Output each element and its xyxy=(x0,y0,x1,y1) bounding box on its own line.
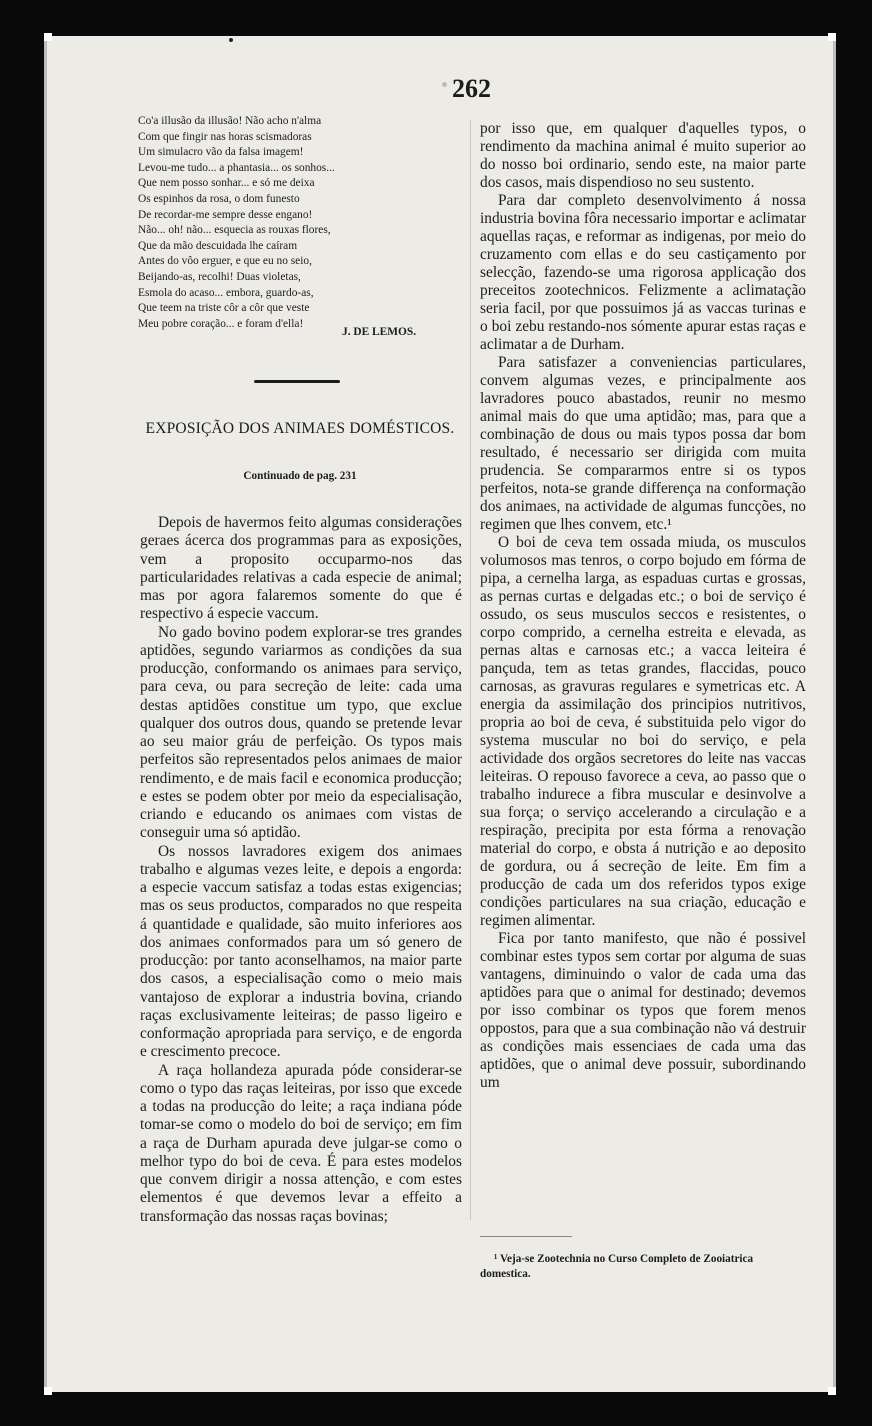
page-corner-mark xyxy=(44,1387,52,1395)
poem-line: Os espinhos da rosa, o dom funesto xyxy=(138,192,300,205)
poem-line: Um simulacro vão da falsa imagem! xyxy=(138,146,304,159)
poem-line: Beijando-as, recolhi! Duas violetas, xyxy=(138,270,301,283)
article-paragraph: Os nossos lavradores exigem dos animaes trabalho e algumas vezes leite, e depois a engorda: a especie vaccum satisfaz a todas estas exigencias; mas os seus productos, comparados no que respeita á quantidade e qualidade, são muito inferiores aos dos animaes conformados para um só genero de producção: por tanto aconselhamos, na maior parte dos casos, a especialisação como o meio mais vantajoso de explorar a industria bovina, criando raças exclusivamente leiteiras; de passo ligeiro e conformação apropriada para serviço, e de engorda e crescimento precoce. xyxy=(140,842,462,1061)
poem-line: Que teem na triste côr a côr que veste xyxy=(138,302,310,315)
poem xyxy=(138,114,434,332)
article-paragraph: Para satisfazer a conveniencias particulares, convem algumas vezes, e principalmente aos lavradores pouco abastados, reunir no mesmo animal mais do que uma aptidão; mas, para que a combinação de dous ou mais typos possa dar bom resultado, é necessario ser dirigida com muita prudencia. Se compararmos entre si os typos perfeitos, nota-se grande differença na conformação dos animaes, na actividade de algumas funcções, no regimen que lhes convem, etc.¹ xyxy=(480,354,806,533)
article-paragraph: O boi de ceva tem ossada miuda, os musculos volumosos mas tenros, o corpo bojudo em fórma de pipa, a cernelha larga, as espaduas curtas e grossas, as pernas curtas e delgadas etc.; o boi de serviço é ossudo, os seus musculos seccos e resistentes, o corpo comprido, a cernelha estreita e elevada, as pernas altas e carnosas etc.; a vacca leiteira é pançuda, tem as tetas grandes, flaccidas, pouco carnosas, as gravuras regulares e symetricas etc. A energia da assimilação dos principios nutritivos, propria ao boi de ceva, é substituida pelo vigor do systema muscular no boi do serviço, e pela actividade dos orgãos secretores do leite nas vaccas leiteiras. O repouso favorece a ceva, ao passo que o trabalho indurece a fibra muscular e desinvolve a sua força; o serviço accelerando a circulação e a respiração, precipita por esta fórma a renovação material do corpo, e obsta á nutrição e ao deposito de gordura, ou á secreção de leite. Em fim a producção de cada um dos referidos typos exige condições particulares na sua criação, educação e regimen alimentar. xyxy=(480,534,806,929)
poem-line: Meu pobre coração... e foram d'ella! xyxy=(138,317,304,330)
poem-line: Co'a illusão da illusão! Não acho n'alma xyxy=(138,115,322,127)
page-corner-mark xyxy=(828,33,836,41)
article-paragraph: No gado bovino podem explorar-se tres grandes aptidões, segundo variarmos as condições da sua producção, conformando os animaes para serviço, para ceva, ou para secreção de leite: cada uma destas aptidões constitue um typo, que exclue qualquer dos outros dous, quando se pretende levar ao seu maior gráu de perfeição. Os typos mais perfeitos são representados pelos animaes de maior rendimento, e de mais facil e economica producção; e estes se podem obter por meio da especialisação, criando e educando os animaes com vistas de conseguir uma só aptidão. xyxy=(140,623,462,842)
article-paragraph: por isso que, em qualquer d'aquelles typos, o rendimento da machina animal é muito superior ao do nosso boi ordinario, sendo este, na maior parte dos casos, mais dispendioso no seu sustento. xyxy=(480,120,806,191)
article-title: EXPOSIÇÃO DOS ANIMAES DOMÉSTICOS. xyxy=(145,420,455,437)
ink-speck xyxy=(442,82,447,87)
footnote: ¹ Veja-se Zootechnia no Curso Completo de Zooiatrica domestica. xyxy=(480,1253,754,1280)
poem-line: Não... oh! não... esquecia as rouxas flores, xyxy=(138,224,331,237)
column-gutter xyxy=(470,120,471,1220)
poem-signature: J. DE LEMOS. xyxy=(342,326,417,338)
article-left-column xyxy=(140,514,462,1226)
article-paragraph: Depois de havermos feito algumas considerações geraes ácerca dos programmas para as exposições, vem a proposito occuparmo-nos das particularidades relativas a cada especie de animal; mas por agora falaremos somente do que é respectivo á especie vaccum. xyxy=(140,514,462,623)
footnote-rule xyxy=(480,1236,572,1237)
article-paragraph: Para dar completo desenvolvimento á nossa industria bovina fôra necessario importar e aclimatar aquellas raças, e reformar as indigenas, por meio do cruzamento com ellas e do seu castiçamento por selecção, fazendo-se uma rigorosa applicação dos preceitos zootechnicos. Felizmente a aclimatação seria facil, por que possuimos já as vaccas turinas e o boi zebu restando-nos sómente apurar estas raças e aclimatar a de Durham. xyxy=(480,192,806,353)
article-paragraph: A raça hollandeza apurada póde considerar-se como o typo das raças leiteiras, por isso que excede a todas na producção do leite; a raça indiana póde tomar-se como o modelo do boi de serviço; em fim a raça de Durham apurada deve julgar-se como o melhor typo do boi de ceva. É para estes modelos que convem dirigir a nossa attenção, e com estes elementos é que devemos levar a effeito a transformação das nossas raças bovinas; xyxy=(140,1061,462,1225)
page-number: 262 xyxy=(452,74,491,103)
continued-note: Continuado de pag. 231 xyxy=(243,470,357,482)
ink-speck xyxy=(229,38,233,42)
article-right-column xyxy=(480,120,806,1092)
poem-line: Esmola do acaso... embora, guardo-as, xyxy=(138,286,314,299)
poem-line: De recordar-me sempre desse engano! xyxy=(138,208,313,221)
poem-line: Com que fingir nas horas scismadoras xyxy=(138,130,312,143)
poem-line: Antes do vôo erguer, e que eu no seio, xyxy=(138,255,312,268)
page-corner-mark xyxy=(44,33,52,41)
article-paragraph: Fica por tanto manifesto, que não é possivel combinar estes typos sem cortar por alguma de suas vantagens, diminuindo o valor de cada uma das aptidões para que o animal for destinado; devemos por isso combinar os typos que forem menos oppostos, para que a sua combinação não vá destruir as condições mais essenciaes de cada uma das aptidões, que o animal deve possuir, subordinando um xyxy=(480,930,806,1091)
poem-line: Levou-me tudo... a phantasia... os sonhos... xyxy=(138,161,335,174)
poem-line: Que da mão descuidada lhe caíram xyxy=(138,239,298,252)
page-corner-mark xyxy=(828,1387,836,1395)
poem-line: Que nem posso sonhar... e só me deixa xyxy=(138,177,315,190)
section-divider xyxy=(254,380,340,383)
